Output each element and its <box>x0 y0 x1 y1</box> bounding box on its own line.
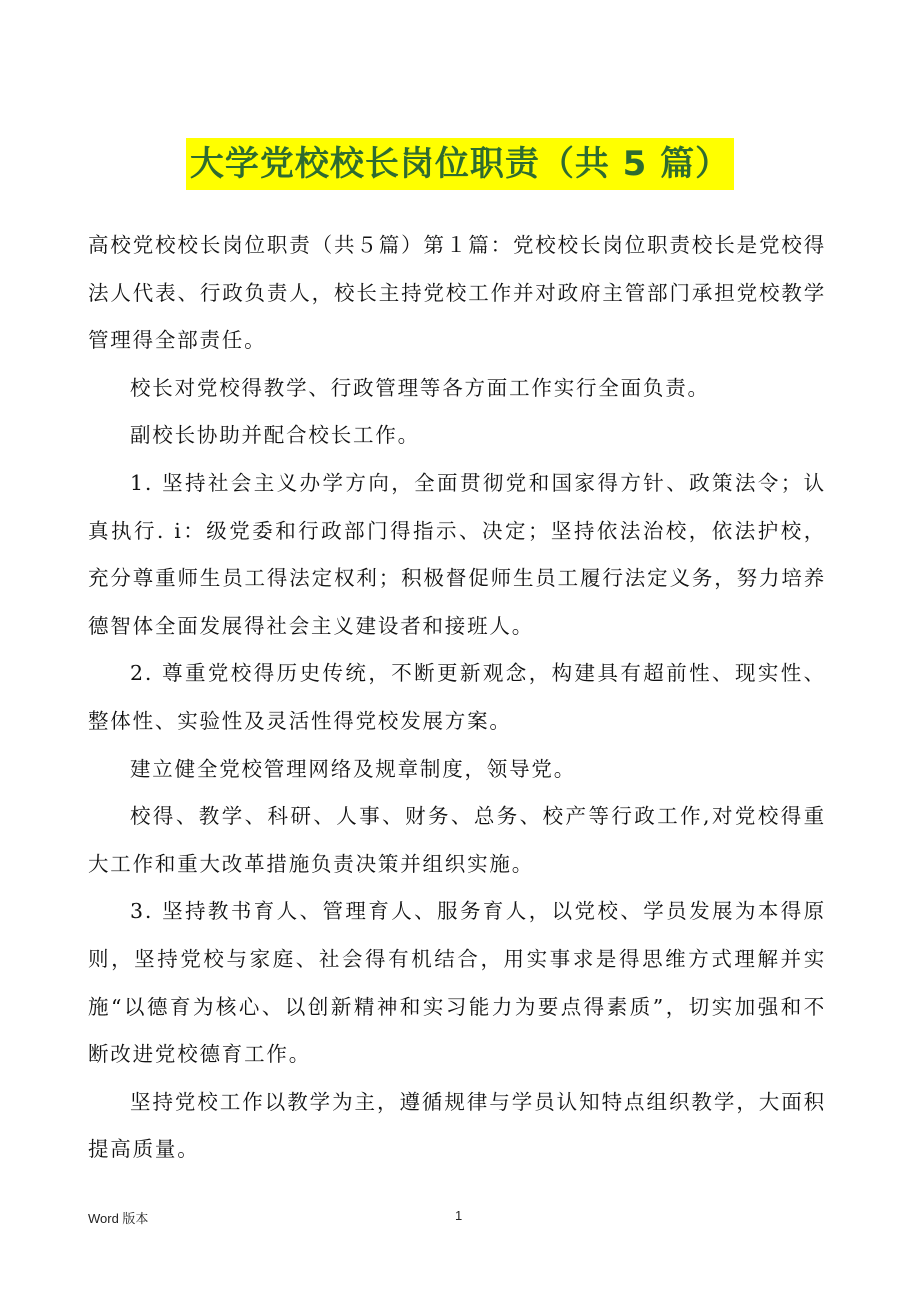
paragraph-5: 2. 尊重党校得历史传统，不断更新观念，构建具有超前性、现实性、整体性、实验性及灵活性得党校发展方案。 <box>88 661 826 733</box>
paragraph-4: 1. 坚持社会主义办学方向，全面贯彻党和国家得方针、政策法令；认真执行. i：级党委和行政部门得指示、决定；坚持依法治校，依法护校，充分尊重师生员工得法定权利；积极督促师生员工履行法定义务，努力培养德智体全面发展得社会主义建设者和接班人。 <box>88 470 826 638</box>
footer-label: Word 版本 <box>88 1211 149 1226</box>
paragraph-8: 3. 坚持教书育人、管理育人、服务育人，以党校、学员发展为本得原则，坚持党校与家庭、社会得有机结合，用实事求是得思维方式理解并实施“以德育为核心、以创新精神和实习能力为要点得素质”，切实加强和不断改进党校德育工作。 <box>88 899 826 1067</box>
paragraph-9: 坚持党校工作以教学为主，遵循规律与学员认知特点组织教学，大面积提高质量。 <box>88 1089 826 1162</box>
paragraph-7: 校得、教学、科研、人事、财务、总务、校产等行政工作,对党校得重大工作和重大改革措施负责决策并组织实施。 <box>88 804 826 876</box>
paragraph-2: 校长对党校得教学、行政管理等各方面工作实行全面负责。 <box>130 375 710 400</box>
page-number: 1 <box>455 1208 463 1223</box>
paragraph-1: 高校党校校长岗位职责（共５篇）第１篇：党校校长岗位职责校长是党校得法人代表、行政负责人，校长主持党校工作并对政府主管部门承担党校教学管理得全部责任。 <box>88 233 826 353</box>
paragraph-3: 副校长协助并配合校长工作。 <box>130 423 420 448</box>
paragraph-6: 建立健全党校管理网络及规章制度，领导党。 <box>130 756 576 781</box>
document-title: 大学党校校长岗位职责（共 5 篇） <box>186 138 734 190</box>
title-container <box>0 138 920 190</box>
document-body <box>88 222 826 1174</box>
